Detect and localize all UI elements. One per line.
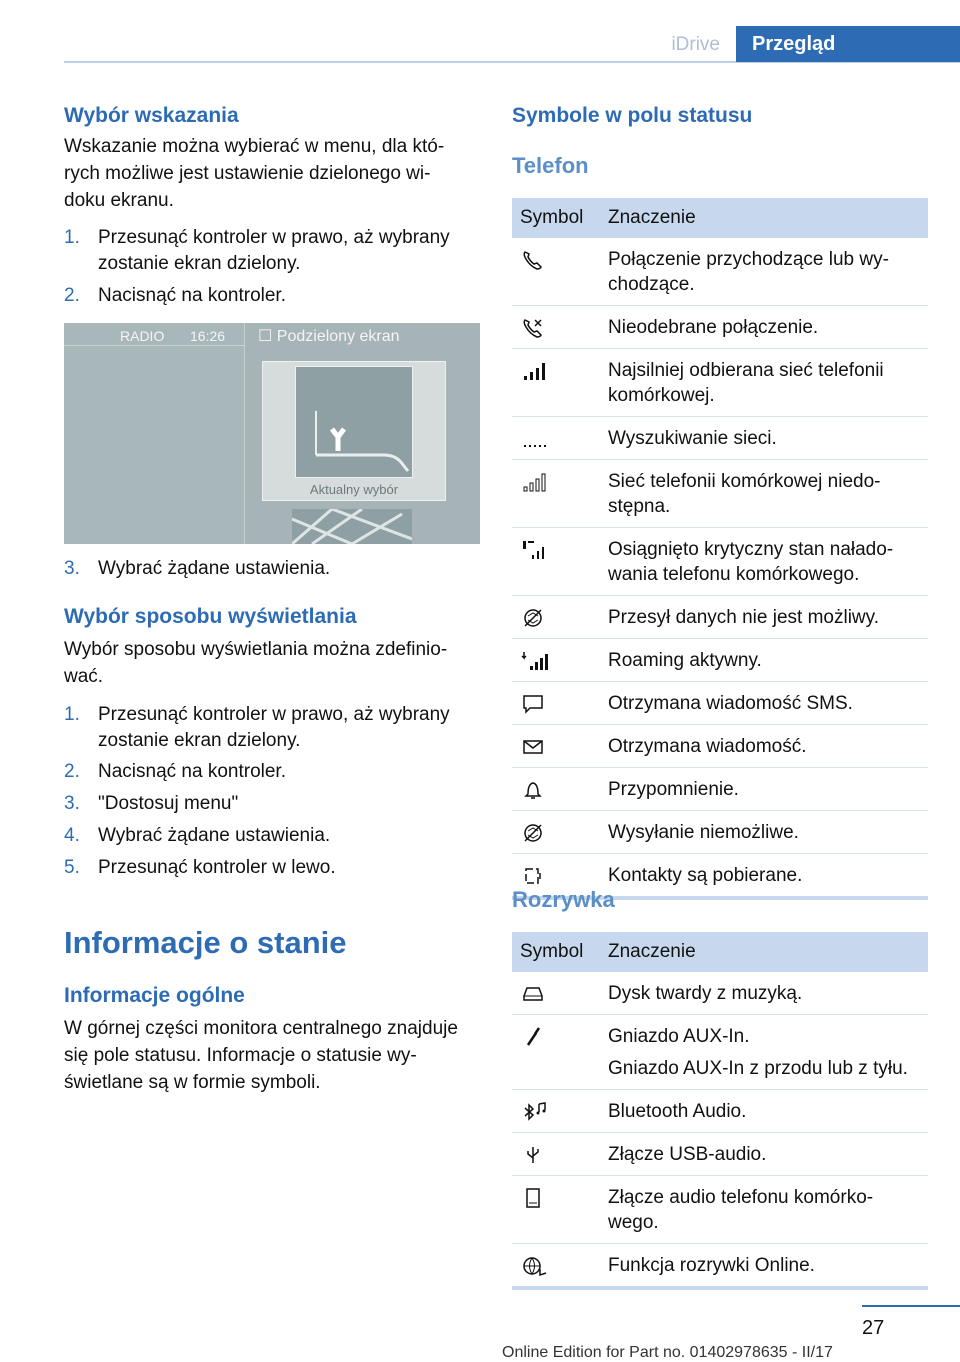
chapter-title: Informacje o stanie xyxy=(64,925,347,960)
mobile-audio-icon xyxy=(520,1187,546,1209)
network-search-icon xyxy=(520,428,550,450)
table-row: Roaming aktywny. xyxy=(512,639,928,682)
table-row: Sieć telefonii komórkowej niedo-stępna. xyxy=(512,460,928,528)
table-row: Gniazdo AUX-In. Gniazdo AUX-In z przodu lub z tyłu. xyxy=(512,1015,928,1090)
table-row: Wysyłanie niemożliwe. xyxy=(512,811,928,854)
table-row: Funkcja rozrywki Online. xyxy=(512,1244,928,1289)
screen-preview xyxy=(262,361,446,501)
screen-time-label: 16:26 xyxy=(190,328,226,344)
bell-icon xyxy=(520,779,546,801)
table-row: Najsilniej odbierana sieć telefonii komórkowej. xyxy=(512,349,928,417)
table-row: Nieodebrane połączenie. xyxy=(512,306,928,349)
section-text: Wybór sposobu wyświetlania można zdefinio-wać. xyxy=(64,639,448,687)
table-row: Złącze audio telefonu komórko-wego. xyxy=(512,1176,928,1244)
roaming-icon xyxy=(520,650,550,672)
battery-critical-icon xyxy=(520,539,550,561)
table-row: Otrzymana wiadomość SMS. xyxy=(512,682,928,725)
header-tab-idrive: iDrive xyxy=(671,34,720,55)
section-text: W górnej części monitora centralnego znajduje się pole statusu. Informacje o statusie wy-świetlane są w formie symboli. xyxy=(64,1018,458,1093)
table-row: Otrzymana wiadomość. xyxy=(512,725,928,768)
table-row: Połączenie przychodzące lub wy-chodzące. xyxy=(512,238,928,306)
section-title-wybor-wskazania: Wybór wskazania xyxy=(64,104,239,127)
footer-rule xyxy=(862,1305,960,1307)
column-header-symbol: Symbol xyxy=(512,198,600,238)
bluetooth-audio-icon xyxy=(520,1101,548,1123)
screen-radio-label: RADIO xyxy=(120,328,165,344)
navigation-arrow-icon xyxy=(296,367,412,477)
contacts-download-icon xyxy=(520,865,546,887)
mail-icon xyxy=(520,736,546,758)
page-number: 27 xyxy=(862,1317,885,1339)
table-header-row xyxy=(512,198,928,238)
aux-jack-icon xyxy=(520,1026,546,1048)
split-screen-image xyxy=(64,323,480,544)
section-text: Wskazanie można wybierać w menu, dla któ-rych możliwe jest ustawienie dzielonego wi-doku ekranu. xyxy=(64,136,445,211)
table-row: Dysk twardy z muzyką. xyxy=(512,972,928,1015)
section-title-wybor-sposobu: Wybór sposobu wyświetlania xyxy=(64,605,357,628)
table-header-row xyxy=(512,932,928,972)
table-row: Kontakty są pobierane. xyxy=(512,854,928,899)
column-header-meaning: Znaczenie xyxy=(600,198,928,238)
table-row: Wyszukiwanie sieci. xyxy=(512,417,928,460)
hard-disk-icon xyxy=(520,983,546,1005)
table-row: Złącze USB-audio. xyxy=(512,1133,928,1176)
online-entertainment-icon xyxy=(520,1255,548,1277)
signal-full-icon xyxy=(520,360,550,382)
usb-icon xyxy=(520,1144,546,1166)
signal-unavailable-icon xyxy=(520,471,550,493)
sms-icon xyxy=(520,693,546,715)
section-title-informacje-ogolne: Informacje ogólne xyxy=(64,984,245,1007)
send-blocked-icon xyxy=(520,822,546,844)
screen-split-label: ☐ Podzielony ekran xyxy=(258,328,400,345)
column-header-meaning: Znaczenie xyxy=(600,932,928,972)
table-row: Osiągnięto krytyczny stan nałado-wania telefonu komórkowego. xyxy=(512,528,928,596)
data-blocked-icon xyxy=(520,607,546,629)
table-row: Przypomnienie. xyxy=(512,768,928,811)
footer-edition: Online Edition for Part no. 01402978635 - II/17 xyxy=(502,1344,833,1361)
screen-map-thumb xyxy=(292,509,412,544)
screen-current-label: Aktualny wybór xyxy=(309,482,399,497)
table-row: Bluetooth Audio. xyxy=(512,1090,928,1133)
section-title-symbole: Symbole w polu statusu xyxy=(512,104,753,127)
entertainment-symbols-table xyxy=(512,932,928,1290)
phone-symbols-table xyxy=(512,198,928,900)
subsection-title-rozrywka: Rozrywka xyxy=(512,887,615,912)
table-row: Przesył danych nie jest możliwy. xyxy=(512,596,928,639)
subsection-title-telefon: Telefon xyxy=(512,153,589,178)
phone-icon xyxy=(520,249,544,271)
header-tab-przeglad: Przegląd xyxy=(736,26,960,62)
column-header-symbol: Symbol xyxy=(512,932,600,972)
missed-call-icon xyxy=(520,317,544,339)
